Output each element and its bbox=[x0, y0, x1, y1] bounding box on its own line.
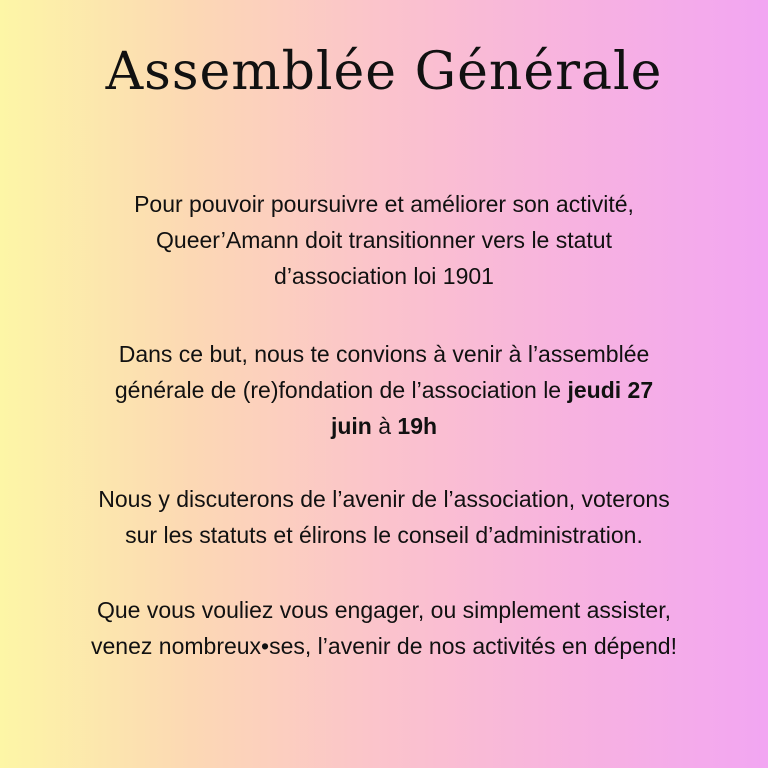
invitation-connector: à bbox=[371, 413, 398, 439]
intro-line-1: Pour pouvoir poursuivre et améliorer son activité, bbox=[134, 191, 634, 217]
paragraph-invitation bbox=[10, 336, 758, 444]
paragraph-call-to-action bbox=[10, 592, 758, 664]
event-month: juin bbox=[330, 413, 372, 439]
intro-line-3: d’association loi 1901 bbox=[274, 263, 494, 289]
paragraph-intro bbox=[10, 186, 758, 294]
agenda-line-2: sur les statuts et élirons le conseil d’administration. bbox=[125, 522, 643, 548]
event-date: jeudi 27 bbox=[567, 377, 654, 403]
page-title: Assemblée Générale bbox=[105, 42, 663, 102]
agenda-line-1: Nous y discuterons de l’avenir de l’association, voterons bbox=[98, 486, 670, 512]
invitation-text: générale de (re)fondation de l’association le bbox=[114, 377, 568, 403]
cta-line-2: venez nombreux•ses, l’avenir de nos activités en dépend! bbox=[91, 633, 677, 659]
intro-line-2: Queer’Amann doit transitionner vers le statut bbox=[156, 227, 612, 253]
invitation-line-1: Dans ce but, nous te convions à venir à l’assemblée bbox=[118, 341, 650, 367]
paragraph-agenda bbox=[10, 481, 758, 553]
invitation-line-2 bbox=[10, 372, 758, 408]
event-time: 19h bbox=[397, 413, 438, 439]
cta-line-1: Que vous vouliez vous engager, ou simplement assister, bbox=[96, 597, 672, 623]
invitation-line-3 bbox=[10, 408, 758, 444]
